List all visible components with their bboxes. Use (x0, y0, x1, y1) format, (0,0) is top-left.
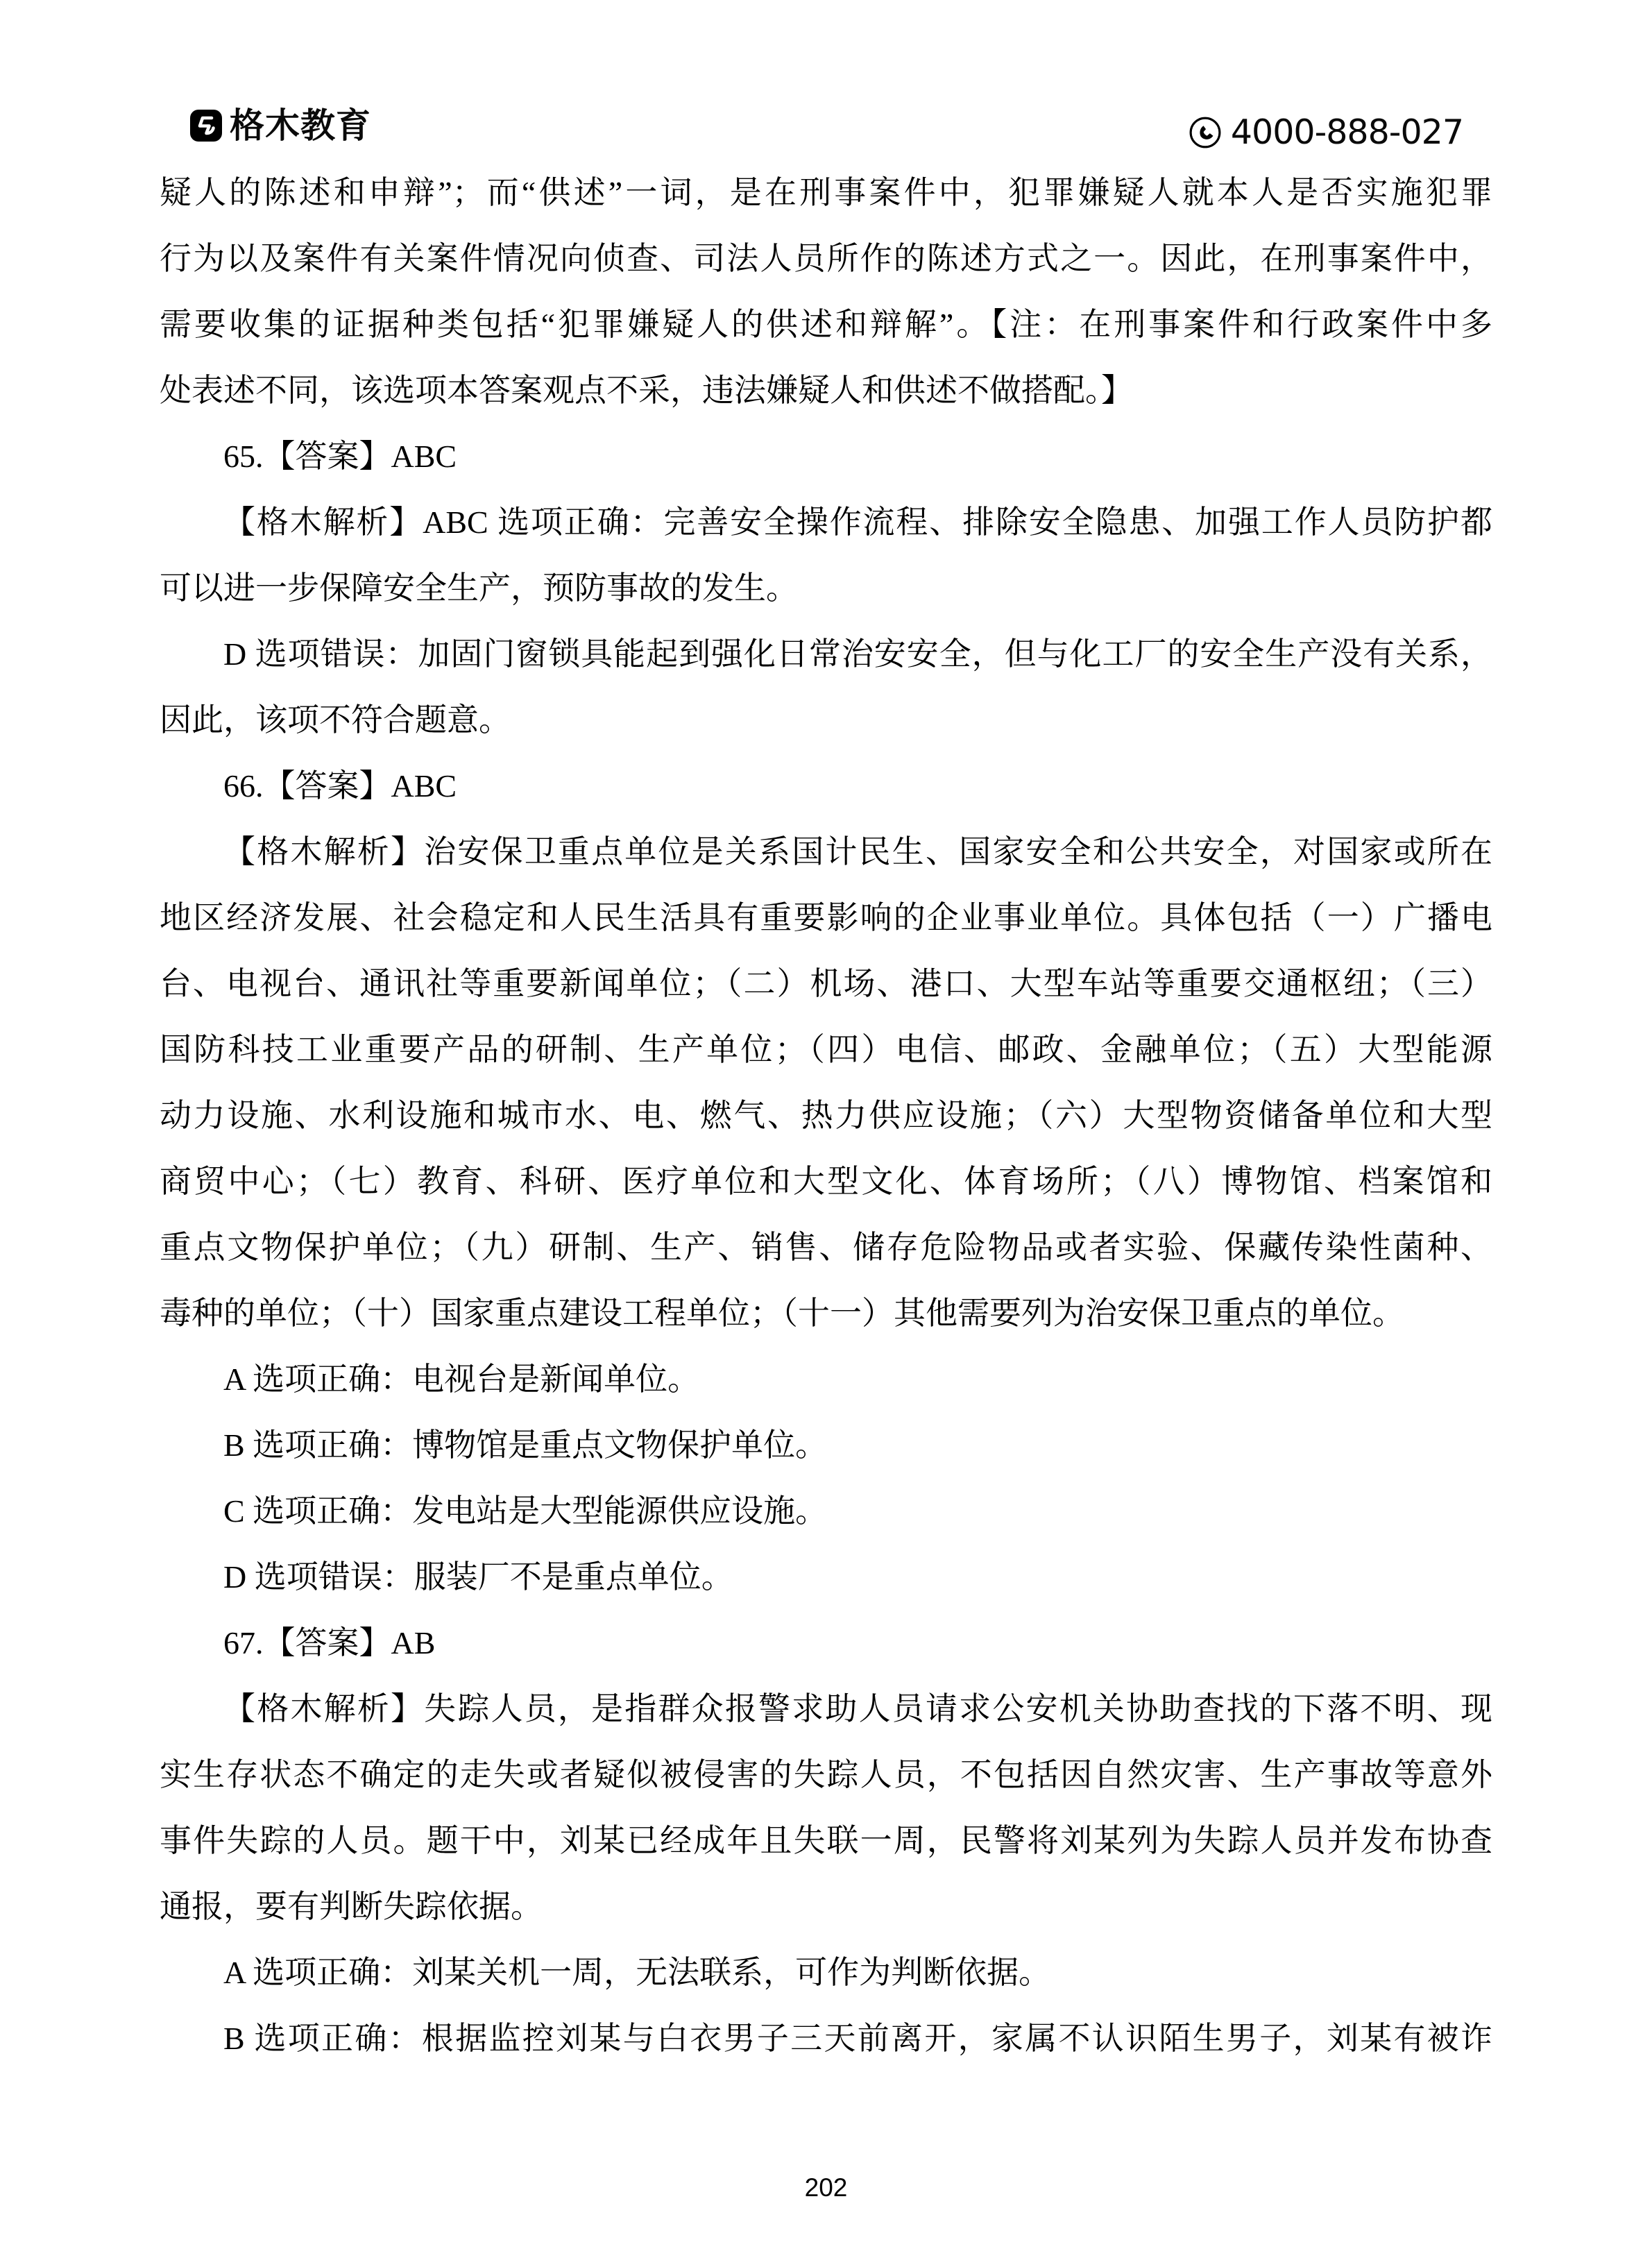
text-line: 65.【答案】ABC (223, 439, 457, 474)
phone-icon (1189, 116, 1222, 149)
text-line: A 选项正确：电视台是新闻单位。 (223, 1361, 700, 1397)
text-line: 事件失踪的人员。题干中，刘某已经成年且失联一周，民警将刘某列为失踪人员并发布协查 (160, 1823, 1492, 1858)
text-line: A 选项正确：刘某关机一周，无法联系，可作为判断依据。 (223, 1955, 1051, 1990)
text-line: 66.【答案】ABC (223, 768, 457, 804)
text-line: B 选项正确：博物馆是重点文物保护单位。 (223, 1427, 828, 1463)
text-line: 国防科技工业重要产品的研制、生产单位；（四）电信、邮政、金融单位；（五）大型能源 (160, 1032, 1492, 1067)
text-line: C 选项正确：发电站是大型能源供应设施。 (223, 1493, 828, 1529)
text-line: 需要收集的证据种类包括“犯罪嫌疑人的供述和辩解”。【注：在刑事案件和行政案件中多 (160, 307, 1492, 342)
text-line: 疑人的陈述和申辩”；而“供述”一词，是在刑事案件中，犯罪嫌疑人就本人是否实施犯罪 (160, 175, 1492, 210)
brand-logo (190, 108, 371, 143)
text-line: 毒种的单位；（十）国家重点建设工程单位；（十一）其他需要列为治安保卫重点的单位。 (160, 1296, 1404, 1331)
text-line: 通报，要有判断失踪依据。 (160, 1889, 543, 1924)
text-line: B 选项正确：根据监控刘某与白衣男子三天前离开，家属不认识陌生男子，刘某有被诈 (223, 2021, 1492, 2056)
gemu-logo-icon (190, 110, 222, 142)
text-line: 67.【答案】AB (223, 1625, 436, 1661)
text-line: 实生存状态不确定的走失或者疑似被侵害的失踪人员，不包括因自然灾害、生产事故等意外 (160, 1757, 1492, 1792)
text-line: 台、电视台、通讯社等重要新闻单位；（二）机场、港口、大型车站等重要交通枢纽；（三） (160, 966, 1492, 1001)
contact-phone (1189, 114, 1463, 151)
text-line: 【格木解析】治安保卫重点单位是关系国计民生、国家安全和公共安全，对国家或所在 (223, 834, 1492, 869)
text-line: 【格木解析】失踪人员，是指群众报警求助人员请求公安机关协助查找的下落不明、现 (223, 1691, 1492, 1726)
text-line: 重点文物保护单位；（九）研制、生产、销售、储存危险物品或者实验、保藏传染性菌种、 (160, 1230, 1492, 1265)
brand-name: 格木教育 (230, 106, 371, 145)
text-line: 地区经济发展、社会稳定和人民生活具有重要影响的企业事业单位。具体包括（一）广播电 (160, 900, 1492, 935)
page-number: 202 (804, 2173, 848, 2202)
text-line: 动力设施、水利设施和城市水、电、燃气、热力供应设施；（六）大型物资储备单位和大型 (160, 1098, 1492, 1133)
text-line: 商贸中心；（七）教育、科研、医疗单位和大型文化、体育场所；（八）博物馆、档案馆和 (160, 1164, 1492, 1199)
text-line: D 选项错误：加固门窗锁具能起到强化日常治安安全，但与化工厂的安全生产没有关系， (223, 636, 1492, 672)
text-line: 行为以及案件有关案件情况向侦查、司法人员所作的陈述方式之一。因此，在刑事案件中， (160, 241, 1492, 276)
text-line: 处表述不同，该选项本答案观点不采，违法嫌疑人和供述不做搭配。】 (160, 373, 1133, 408)
text-line: 因此，该项不符合题意。 (160, 702, 511, 738)
text-line: D 选项错误：服装厂不是重点单位。 (223, 1559, 733, 1595)
phone-number: 4000-888-027 (1230, 112, 1463, 152)
text-line: 可以进一步保障安全生产，预防事故的发生。 (160, 570, 798, 606)
text-line: 【格木解析】ABC 选项正确：完善安全操作流程、排除安全隐患、加强工作人员防护都 (223, 504, 1492, 540)
answer-explanations (160, 160, 1492, 2071)
